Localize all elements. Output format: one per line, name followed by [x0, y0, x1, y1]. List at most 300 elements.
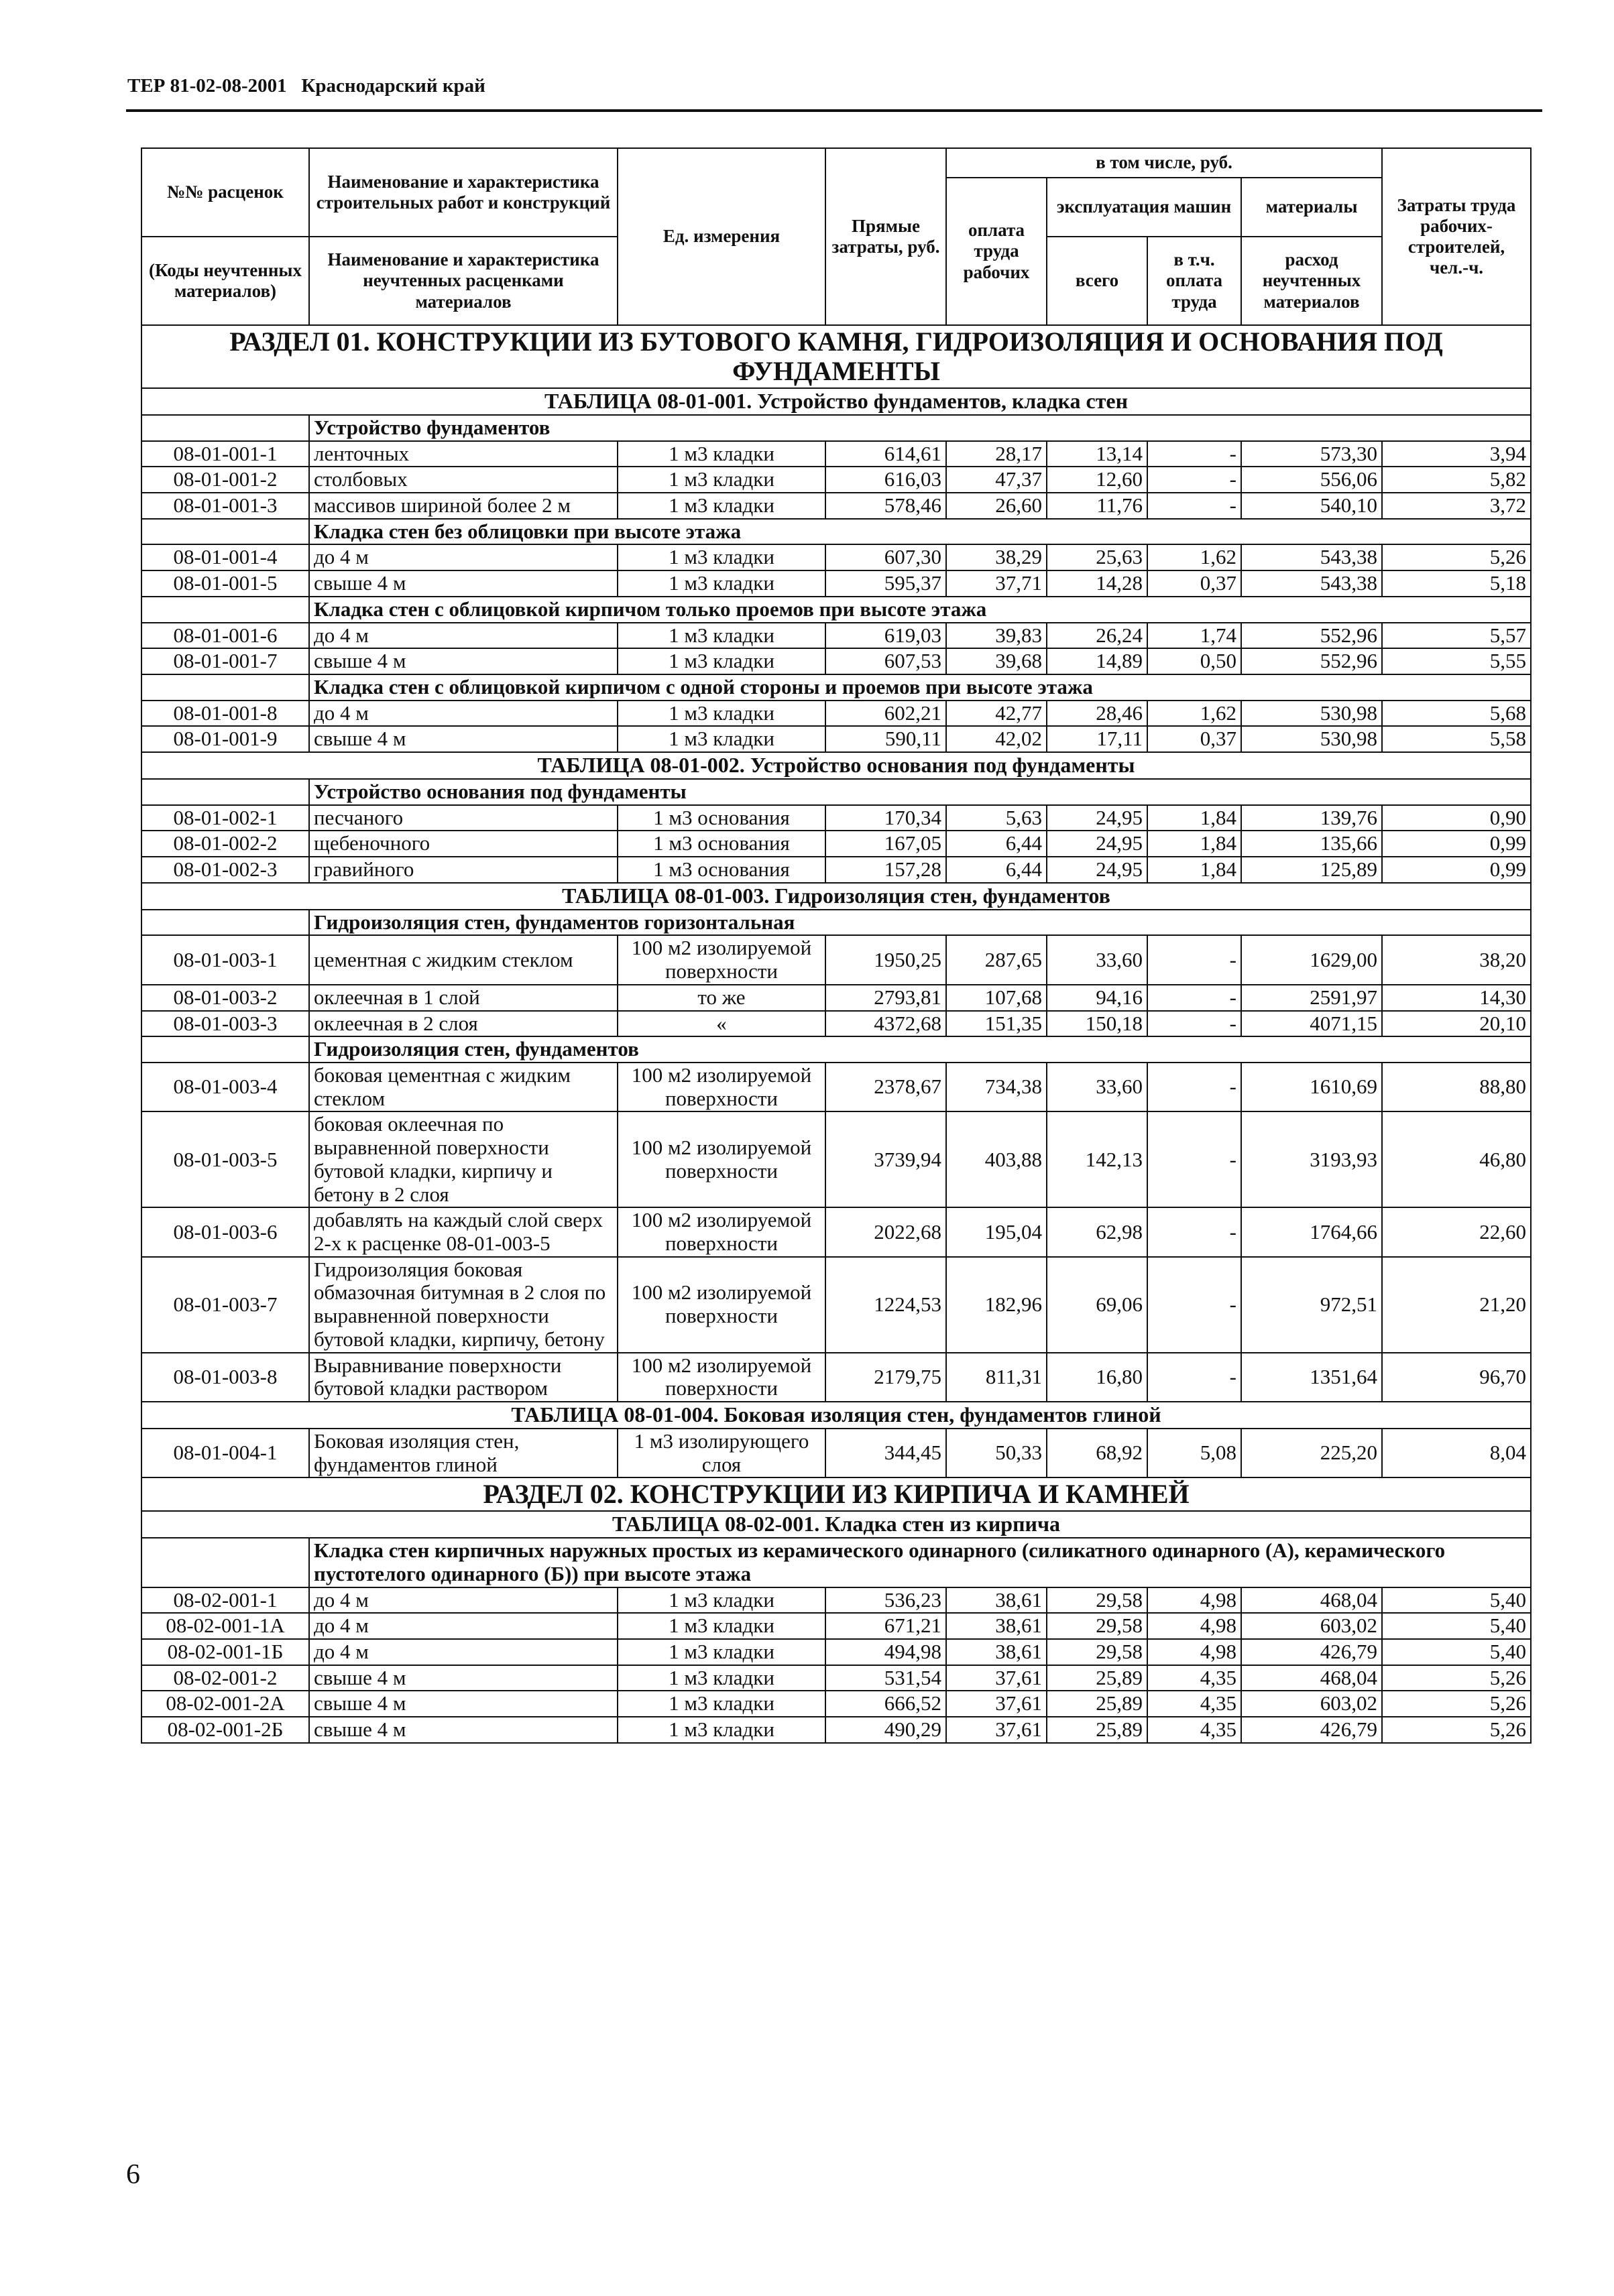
rates-table	[141, 147, 1532, 1744]
cell-code: 08-01-001-6	[141, 623, 309, 649]
cell-mat: 2591,97	[1241, 985, 1382, 1011]
running-header	[127, 75, 1542, 97]
cell-unit: то же	[618, 985, 825, 1011]
cell-code: 08-02-001-2	[141, 1665, 309, 1691]
group-title: Кладка стен кирпичных наружных простых из керамического одинарного (силикатного одинарного (А), керамического пустотелого одинарного (Б)) при высоте этажа	[309, 1538, 1531, 1587]
cell-name: свыше 4 м	[309, 1717, 618, 1743]
cell-labor: 42,02	[946, 726, 1047, 752]
cell-name: до 4 м	[309, 544, 618, 570]
section-title: РАЗДЕЛ 02. КОНСТРУКЦИИ ИЗ КИРПИЧА И КАМНЕЙ	[141, 1477, 1531, 1511]
cell-code: 08-01-001-3	[141, 493, 309, 519]
cell-hours: 5,26	[1382, 1717, 1531, 1743]
cell-name: Гидроизоляция боковая обмазочная битумная в 2 слоя по выравненной поверхности бутовой кладки, кирпичу, бетону	[309, 1257, 618, 1353]
table-row	[141, 935, 1531, 984]
col-machines-total: всего	[1047, 237, 1147, 325]
cell-mach: 69,06	[1047, 1257, 1147, 1353]
cell-labor: 182,96	[946, 1257, 1047, 1353]
cell-labor: 38,61	[946, 1613, 1047, 1639]
cell-code: 08-01-001-9	[141, 726, 309, 752]
table-row	[141, 1257, 1531, 1353]
cell-mach: 25,63	[1047, 544, 1147, 570]
cell-mach-labor: -	[1147, 935, 1241, 984]
group-title: Устройство фундаментов	[309, 415, 1531, 441]
cell-unit: 1 м3 кладки	[618, 544, 825, 570]
cell-unit: 1 м3 кладки	[618, 467, 825, 493]
cell-name: боковая оклеечная по выравненной поверхности бутовой кладки, кирпичу и бетону в 2 слоя	[309, 1111, 618, 1207]
table-row	[141, 1063, 1531, 1111]
cell-mat: 468,04	[1241, 1665, 1382, 1691]
cell-mach-labor: 0,37	[1147, 726, 1241, 752]
cell-mach: 25,89	[1047, 1665, 1147, 1691]
cell-mat: 573,30	[1241, 441, 1382, 467]
cell-mach-labor: -	[1147, 1257, 1241, 1353]
cell-name: Выравнивание поверхности бутовой кладки раствором	[309, 1353, 618, 1402]
col-including: в том числе, руб.	[946, 148, 1382, 178]
cell-mach-labor: -	[1147, 1011, 1241, 1037]
cell-unit: 1 м3 кладки	[618, 1717, 825, 1743]
table-row	[141, 805, 1531, 831]
group-title: Кладка стен без облицовки при высоте этажа	[309, 519, 1531, 545]
table-title: ТАБЛИЦА 08-01-001. Устройство фундаментов, кладка стен	[141, 388, 1531, 415]
cell-name: песчаного	[309, 805, 618, 831]
cell-mach: 14,89	[1047, 648, 1147, 674]
cell-direct: 595,37	[825, 570, 946, 597]
col-machines-labor: в т.ч. оплата труда	[1147, 237, 1241, 325]
col-name-bottom: Наименование и характеристика неучтенных расценками материалов	[309, 237, 618, 325]
cell-code: 08-01-001-7	[141, 648, 309, 674]
cell-mach-labor: 1,84	[1147, 805, 1241, 831]
cell-name: Боковая изоляция стен, фундаментов глиной	[309, 1429, 618, 1477]
cell-hours: 0,99	[1382, 857, 1531, 883]
cell-name: оклеечная в 2 слоя	[309, 1011, 618, 1037]
cell-mach: 29,58	[1047, 1639, 1147, 1665]
cell-hours: 5,40	[1382, 1639, 1531, 1665]
cell-mach: 12,60	[1047, 467, 1147, 493]
cell-mach-labor: -	[1147, 1063, 1241, 1111]
cell-unit: 1 м3 основания	[618, 831, 825, 857]
cell-direct: 607,30	[825, 544, 946, 570]
cell-code: 08-01-001-2	[141, 467, 309, 493]
cell-unit: 1 м3 изолирующего слоя	[618, 1429, 825, 1477]
cell-mach: 150,18	[1047, 1011, 1147, 1037]
cell-name: оклеечная в 1 слой	[309, 985, 618, 1011]
table-row	[141, 623, 1531, 649]
cell-labor: 47,37	[946, 467, 1047, 493]
cell-name: до 4 м	[309, 1587, 618, 1614]
cell-labor: 39,68	[946, 648, 1047, 674]
cell-mach: 25,89	[1047, 1691, 1147, 1717]
cell-hours: 0,99	[1382, 831, 1531, 857]
cell-unit: 1 м3 основания	[618, 805, 825, 831]
cell-hours: 5,40	[1382, 1613, 1531, 1639]
cell-labor: 38,29	[946, 544, 1047, 570]
cell-mach-labor: 4,35	[1147, 1665, 1241, 1691]
cell-labor: 151,35	[946, 1011, 1047, 1037]
cell-mach-labor: 4,98	[1147, 1639, 1241, 1665]
cell-mach: 33,60	[1047, 935, 1147, 984]
cell-mat: 556,06	[1241, 467, 1382, 493]
cell-name: боковая цементная с жидким стеклом	[309, 1063, 618, 1111]
cell-code: 08-01-004-1	[141, 1429, 309, 1477]
cell-hours: 8,04	[1382, 1429, 1531, 1477]
cell-labor: 37,61	[946, 1691, 1047, 1717]
cell-mach: 14,28	[1047, 570, 1147, 597]
cell-mach-labor: -	[1147, 441, 1241, 467]
cell-name: столбовых	[309, 467, 618, 493]
cell-mach: 62,98	[1047, 1207, 1147, 1256]
cell-direct: 344,45	[825, 1429, 946, 1477]
table-row	[141, 726, 1531, 752]
cell-mach-labor: 4,35	[1147, 1691, 1241, 1717]
col-name-top: Наименование и характеристика строительных работ и конструкций	[309, 148, 618, 237]
cell-unit: 1 м3 кладки	[618, 1639, 825, 1665]
cell-hours: 3,94	[1382, 441, 1531, 467]
cell-mach: 142,13	[1047, 1111, 1147, 1207]
cell-mach: 24,95	[1047, 805, 1147, 831]
cell-unit: 1 м3 кладки	[618, 570, 825, 597]
cell-mat: 468,04	[1241, 1587, 1382, 1614]
cell-hours: 22,60	[1382, 1207, 1531, 1256]
cell-mach: 29,58	[1047, 1587, 1147, 1614]
cell-mat: 972,51	[1241, 1257, 1382, 1353]
cell-labor: 42,77	[946, 701, 1047, 727]
cell-mach: 28,46	[1047, 701, 1147, 727]
cell-mach-labor: -	[1147, 1207, 1241, 1256]
table-row	[141, 1665, 1531, 1691]
cell-labor: 107,68	[946, 985, 1047, 1011]
cell-mach-labor: -	[1147, 467, 1241, 493]
cell-labor: 6,44	[946, 857, 1047, 883]
table-row	[141, 1111, 1531, 1207]
cell-hours: 5,58	[1382, 726, 1531, 752]
table-row	[141, 1691, 1531, 1717]
cell-mat: 225,20	[1241, 1429, 1382, 1477]
cell-mach-labor: 1,84	[1147, 831, 1241, 857]
cell-mach: 17,11	[1047, 726, 1147, 752]
cell-name: свыше 4 м	[309, 648, 618, 674]
table-row	[141, 544, 1531, 570]
cell-mach-labor: 4,98	[1147, 1587, 1241, 1614]
cell-unit: 100 м2 изолируемой поверхности	[618, 1207, 825, 1256]
cell-hours: 96,70	[1382, 1353, 1531, 1402]
cell-direct: 2793,81	[825, 985, 946, 1011]
cell-mat: 552,96	[1241, 648, 1382, 674]
cell-mach-labor: -	[1147, 1353, 1241, 1402]
cell-name: свыше 4 м	[309, 1691, 618, 1717]
cell-mach-labor: 0,50	[1147, 648, 1241, 674]
cell-unit: 1 м3 кладки	[618, 1613, 825, 1639]
table-row	[141, 831, 1531, 857]
cell-hours: 5,18	[1382, 570, 1531, 597]
cell-name: щебеночного	[309, 831, 618, 857]
cell-name: свыше 4 м	[309, 726, 618, 752]
cell-direct: 167,05	[825, 831, 946, 857]
cell-mat: 1610,69	[1241, 1063, 1382, 1111]
cell-labor: 38,61	[946, 1587, 1047, 1614]
cell-code: 08-01-001-5	[141, 570, 309, 597]
cell-direct: 494,98	[825, 1639, 946, 1665]
cell-hours: 5,26	[1382, 544, 1531, 570]
header-rule	[126, 109, 1542, 112]
cell-mach: 94,16	[1047, 985, 1147, 1011]
table-title: ТАБЛИЦА 08-01-002. Устройство основания под фундаменты	[141, 752, 1531, 779]
cell-code: 08-01-003-6	[141, 1207, 309, 1256]
cell-hours: 5,26	[1382, 1691, 1531, 1717]
cell-unit: 1 м3 кладки	[618, 1665, 825, 1691]
col-materials: материалы	[1241, 178, 1382, 237]
cell-mat: 1351,64	[1241, 1353, 1382, 1402]
cell-mach: 13,14	[1047, 441, 1147, 467]
cell-direct: 2022,68	[825, 1207, 946, 1256]
cell-direct: 536,23	[825, 1587, 946, 1614]
cell-labor: 37,61	[946, 1665, 1047, 1691]
cell-labor: 26,60	[946, 493, 1047, 519]
cell-unit: 1 м3 кладки	[618, 493, 825, 519]
cell-mat: 530,98	[1241, 726, 1382, 752]
cell-mat: 125,89	[1241, 857, 1382, 883]
cell-hours: 21,20	[1382, 1257, 1531, 1353]
table-row	[141, 1353, 1531, 1402]
cell-mach-labor: -	[1147, 493, 1241, 519]
group-title: Кладка стен с облицовкой кирпичом только проемов при высоте этажа	[309, 597, 1531, 623]
cell-unit: 100 м2 изолируемой поверхности	[618, 1353, 825, 1402]
cell-labor: 37,61	[946, 1717, 1047, 1743]
cell-hours: 5,55	[1382, 648, 1531, 674]
cell-code: 08-01-002-2	[141, 831, 309, 857]
cell-labor: 39,83	[946, 623, 1047, 649]
cell-name: до 4 м	[309, 1639, 618, 1665]
cell-mach-labor: 4,35	[1147, 1717, 1241, 1743]
cell-labor: 5,63	[946, 805, 1047, 831]
cell-labor: 811,31	[946, 1353, 1047, 1402]
cell-mat: 603,02	[1241, 1613, 1382, 1639]
table-row	[141, 1717, 1531, 1743]
cell-mat: 1629,00	[1241, 935, 1382, 984]
cell-labor: 38,61	[946, 1639, 1047, 1665]
cell-mach-labor: 0,37	[1147, 570, 1241, 597]
cell-name: ленточных	[309, 441, 618, 467]
cell-mat: 530,98	[1241, 701, 1382, 727]
cell-direct: 671,21	[825, 1613, 946, 1639]
cell-labor: 50,33	[946, 1429, 1047, 1477]
cell-mach: 33,60	[1047, 1063, 1147, 1111]
cell-mach: 24,95	[1047, 857, 1147, 883]
table-title: ТАБЛИЦА 08-02-001. Кладка стен из кирпича	[141, 1511, 1531, 1538]
cell-labor: 403,88	[946, 1111, 1047, 1207]
page-number: 6	[126, 2159, 140, 2190]
cell-mach: 11,76	[1047, 493, 1147, 519]
cell-direct: 531,54	[825, 1665, 946, 1691]
cell-unit: 1 м3 кладки	[618, 1587, 825, 1614]
cell-labor: 734,38	[946, 1063, 1047, 1111]
cell-hours: 38,20	[1382, 935, 1531, 984]
table-row	[141, 857, 1531, 883]
cell-direct: 4372,68	[825, 1011, 946, 1037]
cell-name: свыше 4 м	[309, 570, 618, 597]
cell-code: 08-01-003-2	[141, 985, 309, 1011]
cell-mach-labor: 1,62	[1147, 701, 1241, 727]
col-machines: эксплуатация машин	[1047, 178, 1241, 237]
cell-unit: 100 м2 изолируемой поверхности	[618, 1063, 825, 1111]
cell-code: 08-02-001-1	[141, 1587, 309, 1614]
cell-hours: 5,57	[1382, 623, 1531, 649]
cell-mat: 603,02	[1241, 1691, 1382, 1717]
col-materials-sub: расход неучтенных материалов	[1241, 237, 1382, 325]
region: Краснодарский край	[301, 75, 485, 97]
cell-name: свыше 4 м	[309, 1665, 618, 1691]
cell-hours: 3,72	[1382, 493, 1531, 519]
table-row	[141, 648, 1531, 674]
cell-mat: 426,79	[1241, 1639, 1382, 1665]
cell-mat: 1764,66	[1241, 1207, 1382, 1256]
cell-hours: 20,10	[1382, 1011, 1531, 1037]
cell-unit: «	[618, 1011, 825, 1037]
col-code-bottom: (Коды неучтенных материалов)	[141, 237, 309, 325]
cell-name: гравийного	[309, 857, 618, 883]
table-row	[141, 701, 1531, 727]
cell-unit: 1 м3 кладки	[618, 726, 825, 752]
cell-unit: 100 м2 изолируемой поверхности	[618, 1257, 825, 1353]
cell-direct: 590,11	[825, 726, 946, 752]
table-row	[141, 985, 1531, 1011]
cell-labor: 195,04	[946, 1207, 1047, 1256]
cell-code: 08-01-001-1	[141, 441, 309, 467]
cell-unit: 1 м3 основания	[618, 857, 825, 883]
table-row	[141, 493, 1531, 519]
cell-code: 08-01-002-3	[141, 857, 309, 883]
cell-code: 08-02-001-1Б	[141, 1639, 309, 1665]
cell-direct: 2179,75	[825, 1353, 946, 1402]
cell-labor: 6,44	[946, 831, 1047, 857]
cell-direct: 1224,53	[825, 1257, 946, 1353]
col-unit: Ед. измерения	[618, 148, 825, 325]
table-row	[141, 1587, 1531, 1614]
col-labor-pay: оплата труда рабочих	[946, 178, 1047, 325]
cell-direct: 602,21	[825, 701, 946, 727]
cell-code: 08-01-001-8	[141, 701, 309, 727]
cell-direct: 666,52	[825, 1691, 946, 1717]
cell-unit: 1 м3 кладки	[618, 701, 825, 727]
table-row	[141, 1207, 1531, 1256]
cell-direct: 157,28	[825, 857, 946, 883]
group-title: Гидроизоляция стен, фундаментов горизонтальная	[309, 910, 1531, 936]
cell-unit: 1 м3 кладки	[618, 441, 825, 467]
cell-mach-labor: 1,84	[1147, 857, 1241, 883]
cell-code: 08-02-001-2А	[141, 1691, 309, 1717]
cell-mach: 25,89	[1047, 1717, 1147, 1743]
cell-mach: 26,24	[1047, 623, 1147, 649]
cell-hours: 0,90	[1382, 805, 1531, 831]
cell-direct: 578,46	[825, 493, 946, 519]
cell-direct: 1950,25	[825, 935, 946, 984]
cell-direct: 3739,94	[825, 1111, 946, 1207]
group-title: Кладка стен с облицовкой кирпичом с одной стороны и проемов при высоте этажа	[309, 674, 1531, 701]
cell-direct: 490,29	[825, 1717, 946, 1743]
cell-mach-labor: 1,62	[1147, 544, 1241, 570]
cell-name: до 4 м	[309, 701, 618, 727]
cell-hours: 5,40	[1382, 1587, 1531, 1614]
cell-code: 08-01-003-1	[141, 935, 309, 984]
cell-mat: 552,96	[1241, 623, 1382, 649]
cell-hours: 88,80	[1382, 1063, 1531, 1111]
cell-code: 08-02-001-1А	[141, 1613, 309, 1639]
col-direct: Прямые затраты, руб.	[825, 148, 946, 325]
cell-mat: 426,79	[1241, 1717, 1382, 1743]
cell-hours: 5,26	[1382, 1665, 1531, 1691]
cell-unit: 1 м3 кладки	[618, 1691, 825, 1717]
cell-labor: 37,71	[946, 570, 1047, 597]
cell-code: 08-02-001-2Б	[141, 1717, 309, 1743]
doc-code: ТЕР 81-02-08-2001	[127, 75, 287, 97]
cell-code: 08-01-003-4	[141, 1063, 309, 1111]
section-title: РАЗДЕЛ 01. КОНСТРУКЦИИ ИЗ БУТОВОГО КАМНЯ, ГИДРОИЗОЛЯЦИЯ И ОСНОВАНИЯ ПОД ФУНДАМЕНТЫ	[141, 325, 1531, 388]
cell-mat: 540,10	[1241, 493, 1382, 519]
cell-unit: 1 м3 кладки	[618, 648, 825, 674]
cell-mach-labor: 4,98	[1147, 1613, 1241, 1639]
cell-code: 08-01-002-1	[141, 805, 309, 831]
col-labor-hours: Затраты труда рабочих-строителей, чел.-ч.	[1382, 148, 1531, 325]
table-row	[141, 1011, 1531, 1037]
cell-name: цементная с жидким стеклом	[309, 935, 618, 984]
cell-unit: 1 м3 кладки	[618, 623, 825, 649]
table-row	[141, 1613, 1531, 1639]
cell-code: 08-01-003-7	[141, 1257, 309, 1353]
col-code-top: №№ расценок	[141, 148, 309, 237]
cell-name: до 4 м	[309, 623, 618, 649]
table-title: ТАБЛИЦА 08-01-003. Гидроизоляция стен, фундаментов	[141, 883, 1531, 910]
cell-mach-labor: -	[1147, 1111, 1241, 1207]
cell-mach-labor: 1,74	[1147, 623, 1241, 649]
cell-code: 08-01-003-5	[141, 1111, 309, 1207]
group-title: Устройство основания под фундаменты	[309, 779, 1531, 805]
cell-mat: 3193,93	[1241, 1111, 1382, 1207]
cell-labor: 28,17	[946, 441, 1047, 467]
cell-mach-labor: 5,08	[1147, 1429, 1241, 1477]
cell-direct: 607,53	[825, 648, 946, 674]
cell-unit: 100 м2 изолируемой поверхности	[618, 1111, 825, 1207]
cell-direct: 2378,67	[825, 1063, 946, 1111]
cell-code: 08-01-003-3	[141, 1011, 309, 1037]
table-row	[141, 1429, 1531, 1477]
cell-labor: 287,65	[946, 935, 1047, 984]
cell-mat: 4071,15	[1241, 1011, 1382, 1037]
cell-mach-labor: -	[1147, 985, 1241, 1011]
group-title: Гидроизоляция стен, фундаментов	[309, 1036, 1531, 1063]
cell-mach: 29,58	[1047, 1613, 1147, 1639]
table-row	[141, 467, 1531, 493]
cell-direct: 614,61	[825, 441, 946, 467]
cell-direct: 616,03	[825, 467, 946, 493]
cell-mach: 24,95	[1047, 831, 1147, 857]
cell-direct: 619,03	[825, 623, 946, 649]
cell-code: 08-01-001-4	[141, 544, 309, 570]
table-row	[141, 1639, 1531, 1665]
cell-hours: 14,30	[1382, 985, 1531, 1011]
cell-hours: 46,80	[1382, 1111, 1531, 1207]
cell-mat: 543,38	[1241, 544, 1382, 570]
table-row	[141, 570, 1531, 597]
cell-hours: 5,82	[1382, 467, 1531, 493]
cell-mat: 135,66	[1241, 831, 1382, 857]
cell-name: массивов шириной более 2 м	[309, 493, 618, 519]
cell-mat: 139,76	[1241, 805, 1382, 831]
cell-mach: 68,92	[1047, 1429, 1147, 1477]
cell-name: до 4 м	[309, 1613, 618, 1639]
cell-code: 08-01-003-8	[141, 1353, 309, 1402]
cell-direct: 170,34	[825, 805, 946, 831]
cell-unit: 100 м2 изолируемой поверхности	[618, 935, 825, 984]
cell-hours: 5,68	[1382, 701, 1531, 727]
